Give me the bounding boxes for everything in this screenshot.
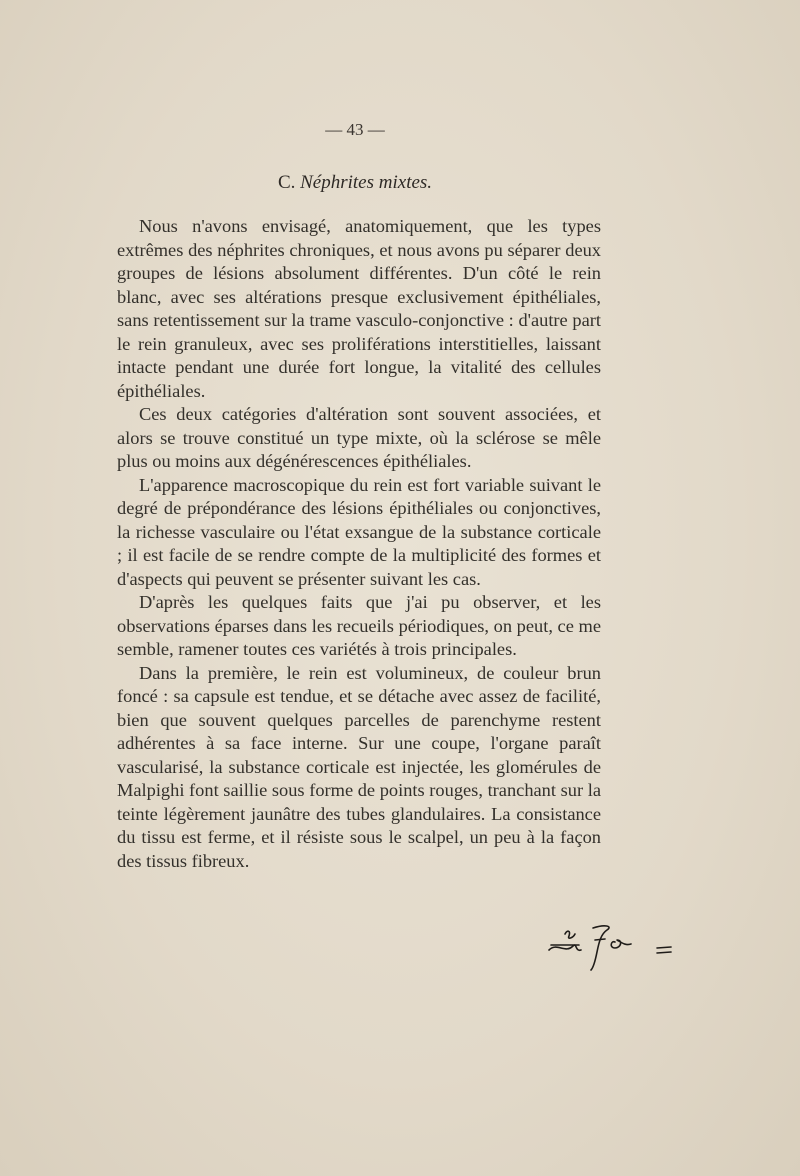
body-text — [117, 215, 601, 873]
section-title — [0, 172, 710, 194]
paragraph-1: Nous n'avons envisagé, anatomiquement, que les types extrêmes des néphrites chroniques, et nous avons pu séparer deux groupes de lésions absolument différentes. D'un côté le rein blanc, avec ses altérations presque exclusivement épithéliales, sans retentissement sur la trame vasculo-conjonctive : d'autre part le rein granuleux, avec ses proliférations interstitielles, laissant intacte pendant une durée fort longue, la vitalité des cellules épithéliales. — [117, 216, 601, 401]
page-number: — 43 — — [325, 120, 385, 139]
handwritten-annotation — [545, 912, 685, 972]
section-letter: C. — [277, 172, 296, 193]
section-name: Néphrites mixtes. — [300, 172, 433, 193]
paragraph-3: L'apparence macroscopique du rein est fort variable suivant le degré de prépondérance des lésions épithéliales ou conjonctives, la richesse vasculaire ou l'état exsangue de la substance corticale ; il est facile de se rendre compte de la multiplicité des formes et d'aspects qui peuvent se présenter suivant les cas. — [117, 474, 601, 589]
paragraph-2: Ces deux catégories d'altération sont souvent associées, et alors se trouve constitué un type mixte, où la sclérose se mêle plus ou moins aux dégénérescences épithéliales. — [117, 404, 601, 471]
paragraph-4: D'après les quelques faits que j'ai pu observer, et les observations éparses dans les recueils périodiques, on peut, ce me semble, ramener toutes ces variétés à trois principales. — [117, 592, 601, 659]
paragraph-5: Dans la première, le rein est volumineux, de couleur brun foncé : sa capsule est tendue, et se détache avec assez de facilité, bien que souvent quelques parcelles de parenchyme restent adhérentes à sa face interne. Sur une coupe, l'organe paraît vascularisé, la substance corticale est injectée, les glomérules de Malpighi font saillie sous forme de points rouges, tranchant sur la teinte légèrement jaunâtre des tubes glandulaires. La consistance du tissu est ferme, et il résiste sous le scalpel, un peu à la façon des tissus fibreux. — [117, 662, 601, 871]
